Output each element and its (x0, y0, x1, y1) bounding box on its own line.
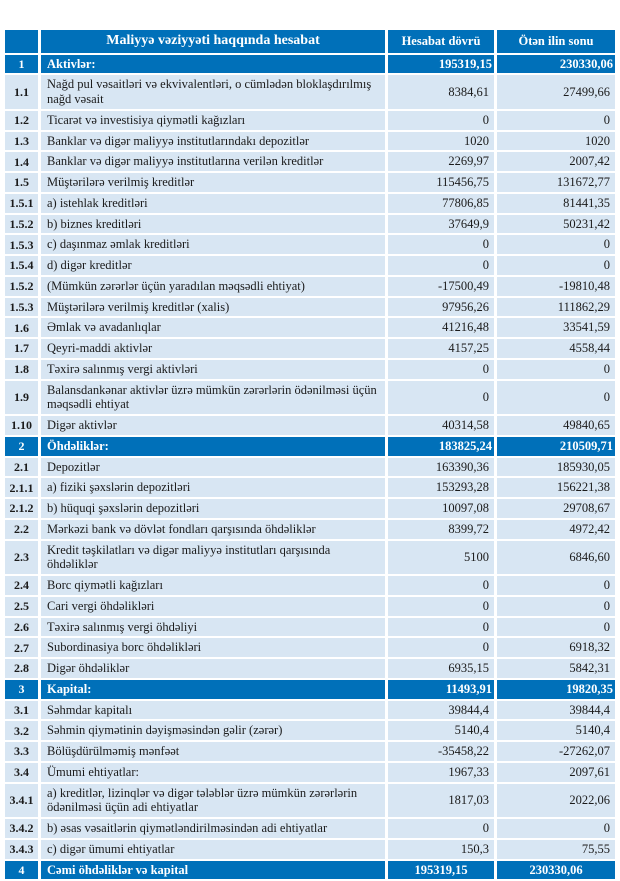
row-label: b) biznes kreditləri (41, 215, 385, 234)
value-previous-year-end: 0 (497, 256, 615, 275)
table-row (5, 784, 615, 818)
table-title: Maliyyə vəziyyəti haqqında hesabat (41, 30, 385, 53)
row-number: 1.4 (5, 152, 38, 171)
row-number: 1.5.4 (5, 256, 38, 275)
row-label: Kredit təşkilatları və digər maliyyə institutları qarşısında öhdəliklər (41, 541, 385, 575)
value-current-period: 41216,48 (388, 318, 494, 337)
value-previous-year-end: 0 (497, 381, 615, 415)
corner-cell (5, 30, 38, 53)
value-previous-year-end: 33541,59 (497, 318, 615, 337)
value-previous-year-end: 210509,71 (497, 437, 615, 456)
row-number: 1.6 (5, 318, 38, 337)
row-number: 1 (5, 55, 38, 74)
table-row (5, 659, 615, 678)
value-current-period: 5140,4 (388, 721, 494, 740)
table-row (5, 132, 615, 151)
section-row (5, 55, 615, 74)
value-current-period: 40314,58 (388, 416, 494, 435)
table-row (5, 318, 615, 337)
row-label: Subordinasiya borc öhdəlikləri (41, 638, 385, 657)
row-number: 2.7 (5, 638, 38, 657)
value-current-period: 1967,33 (388, 763, 494, 782)
row-label: Təxirə salınmış vergi aktivləri (41, 360, 385, 379)
value-current-period: 150,3 (388, 840, 494, 859)
value-previous-year-end: -27262,07 (497, 742, 615, 761)
table-header-row (5, 30, 615, 53)
row-label: Qeyri-maddi aktivlər (41, 339, 385, 358)
row-number: 2.5 (5, 597, 38, 616)
value-previous-year-end: 0 (497, 819, 615, 838)
value-previous-year-end: 0 (497, 618, 615, 637)
value-current-period: 0 (388, 638, 494, 657)
value-current-period: 0 (388, 819, 494, 838)
row-label: b) hüquqi şəxslərin depozitləri (41, 499, 385, 518)
value-current-period: 2269,97 (388, 152, 494, 171)
table-row (5, 194, 615, 213)
row-label: Digər aktivlər (41, 416, 385, 435)
financial-position-table (2, 28, 618, 881)
row-number: 1.3 (5, 132, 38, 151)
value-current-period: 153293,28 (388, 478, 494, 497)
section-row (5, 680, 615, 699)
value-current-period: 97956,26 (388, 298, 494, 317)
value-current-period: 195319,15 (388, 861, 494, 880)
row-label: c) digər ümumi ehtiyatlar (41, 840, 385, 859)
row-label: Kapital: (41, 680, 385, 699)
row-number: 1.5.3 (5, 235, 38, 254)
row-number: 1.5.1 (5, 194, 38, 213)
row-label: Əmlak və avadanlıqlar (41, 318, 385, 337)
value-previous-year-end: 2097,61 (497, 763, 615, 782)
value-previous-year-end: 185930,05 (497, 458, 615, 477)
value-previous-year-end: 6918,32 (497, 638, 615, 657)
row-number: 2.1 (5, 458, 38, 477)
table-row (5, 499, 615, 518)
value-previous-year-end: 6846,60 (497, 541, 615, 575)
value-previous-year-end: 0 (497, 360, 615, 379)
value-previous-year-end: 230330,06 (497, 861, 615, 880)
row-number: 1.8 (5, 360, 38, 379)
value-previous-year-end: 156221,38 (497, 478, 615, 497)
row-number: 1.10 (5, 416, 38, 435)
value-current-period: 8399,72 (388, 520, 494, 539)
value-current-period: 0 (388, 576, 494, 595)
value-previous-year-end: 50231,42 (497, 215, 615, 234)
row-number: 3.4.2 (5, 819, 38, 838)
table-row (5, 173, 615, 192)
row-label: Bölüşdürülməmiş mənfəət (41, 742, 385, 761)
value-previous-year-end: 5140,4 (497, 721, 615, 740)
value-previous-year-end: 0 (497, 576, 615, 595)
table-row (5, 541, 615, 575)
table-row (5, 597, 615, 616)
value-current-period: 195319,15 (388, 55, 494, 74)
table-row (5, 215, 615, 234)
value-current-period: 0 (388, 256, 494, 275)
value-current-period: 0 (388, 381, 494, 415)
row-label: Cari vergi öhdəlikləri (41, 597, 385, 616)
row-number: 3 (5, 680, 38, 699)
value-current-period: -17500,49 (388, 277, 494, 296)
value-current-period: 10097,08 (388, 499, 494, 518)
row-label: Səhmdar kapitalı (41, 701, 385, 720)
row-label: a) fiziki şəxslərin depozitləri (41, 478, 385, 497)
table-row (5, 721, 615, 740)
table-row (5, 416, 615, 435)
row-label: (Mümkün zərərlər üçün yaradılan məqsədli ehtiyat) (41, 277, 385, 296)
value-current-period: 5100 (388, 541, 494, 575)
row-number: 2.4 (5, 576, 38, 595)
row-number: 1.1 (5, 75, 38, 109)
row-label: b) əsas vəsaitlərin qiymətləndirilməsindən adi ehtiyatlar (41, 819, 385, 838)
row-number: 3.4.3 (5, 840, 38, 859)
table-row (5, 152, 615, 171)
row-number: 2.1.1 (5, 478, 38, 497)
table-row (5, 458, 615, 477)
row-label: Borc qiymətli kağızları (41, 576, 385, 595)
row-number: 2.8 (5, 659, 38, 678)
row-label: Ümumi ehtiyatlar: (41, 763, 385, 782)
table-row (5, 478, 615, 497)
row-number: 1.5 (5, 173, 38, 192)
row-label: Digər öhdəliklər (41, 659, 385, 678)
value-previous-year-end: 0 (497, 235, 615, 254)
row-number: 1.5.2 (5, 215, 38, 234)
row-label: Müştərilərə verilmiş kreditlər (xalis) (41, 298, 385, 317)
row-number: 2.2 (5, 520, 38, 539)
value-previous-year-end: -19810,48 (497, 277, 615, 296)
row-label: Banklar və digər maliyyə institutlarındakı depozitlər (41, 132, 385, 151)
value-current-period: 4157,25 (388, 339, 494, 358)
row-label: Ticarət və investisiya qiymətli kağızları (41, 111, 385, 130)
row-number: 1.9 (5, 381, 38, 415)
table-row (5, 235, 615, 254)
value-previous-year-end: 131672,77 (497, 173, 615, 192)
row-label: Mərkəzi bank və dövlət fondları qarşısında öhdəliklər (41, 520, 385, 539)
column-header-current-period: Hesabat dövrü (388, 30, 494, 53)
row-number: 2.3 (5, 541, 38, 575)
total-row (5, 861, 615, 880)
row-number: 3.1 (5, 701, 38, 720)
table-row (5, 75, 615, 109)
table-row (5, 111, 615, 130)
value-previous-year-end: 2022,06 (497, 784, 615, 818)
table-row (5, 638, 615, 657)
value-previous-year-end: 27499,66 (497, 75, 615, 109)
table-row (5, 742, 615, 761)
table-row (5, 763, 615, 782)
row-number: 3.3 (5, 742, 38, 761)
value-current-period: 183825,24 (388, 437, 494, 456)
table-row (5, 576, 615, 595)
row-number: 4 (5, 861, 38, 880)
value-current-period: -35458,22 (388, 742, 494, 761)
row-number: 1.7 (5, 339, 38, 358)
value-current-period: 115456,75 (388, 173, 494, 192)
value-previous-year-end: 0 (497, 111, 615, 130)
value-previous-year-end: 75,55 (497, 840, 615, 859)
row-number: 1.5.3 (5, 298, 38, 317)
row-label: Depozitlər (41, 458, 385, 477)
row-number: 2.1.2 (5, 499, 38, 518)
row-number: 2.6 (5, 618, 38, 637)
table-row (5, 840, 615, 859)
row-label: Nağd pul vəsaitləri və ekvivalentləri, o cümlədən bloklaşdırılmış nağd vəsait (41, 75, 385, 109)
value-current-period: 0 (388, 597, 494, 616)
table-row (5, 298, 615, 317)
table-row (5, 520, 615, 539)
table-row (5, 360, 615, 379)
table-row (5, 819, 615, 838)
table-row (5, 339, 615, 358)
section-row (5, 437, 615, 456)
table-row (5, 277, 615, 296)
value-previous-year-end: 39844,4 (497, 701, 615, 720)
row-label: a) istehlak kreditləri (41, 194, 385, 213)
row-label: Səhmin qiymətinin dəyişməsindən gəlir (zərər) (41, 721, 385, 740)
column-header-previous-year-end: Ötən ilin sonu (497, 30, 615, 53)
value-current-period: 6935,15 (388, 659, 494, 678)
value-current-period: 0 (388, 235, 494, 254)
table-row (5, 381, 615, 415)
value-current-period: 1020 (388, 132, 494, 151)
row-number: 3.4 (5, 763, 38, 782)
row-number: 2 (5, 437, 38, 456)
row-label: Müştərilərə verilmiş kreditlər (41, 173, 385, 192)
value-previous-year-end: 0 (497, 597, 615, 616)
row-label: Təxirə salınmış vergi öhdəliyi (41, 618, 385, 637)
value-previous-year-end: 29708,67 (497, 499, 615, 518)
table-body (5, 55, 615, 880)
row-number: 3.2 (5, 721, 38, 740)
row-label: c) daşınmaz əmlak kreditləri (41, 235, 385, 254)
row-number: 3.4.1 (5, 784, 38, 818)
value-previous-year-end: 2007,42 (497, 152, 615, 171)
value-previous-year-end: 5842,31 (497, 659, 615, 678)
row-label: Aktivlər: (41, 55, 385, 74)
table-row (5, 618, 615, 637)
value-previous-year-end: 49840,65 (497, 416, 615, 435)
value-current-period: 163390,36 (388, 458, 494, 477)
value-previous-year-end: 230330,06 (497, 55, 615, 74)
table-row (5, 256, 615, 275)
row-label: Öhdəliklər: (41, 437, 385, 456)
value-previous-year-end: 19820,35 (497, 680, 615, 699)
value-current-period: 1817,03 (388, 784, 494, 818)
value-previous-year-end: 111862,29 (497, 298, 615, 317)
row-label: Banklar və digər maliyyə institutlarına verilən kreditlər (41, 152, 385, 171)
row-label: Balansdankənar aktivlər üzrə mümkün zərərlərin ödənilməsi üçün məqsədli ehtiyat (41, 381, 385, 415)
value-current-period: 0 (388, 618, 494, 637)
row-label: d) digər kreditlər (41, 256, 385, 275)
table-row (5, 701, 615, 720)
value-current-period: 0 (388, 111, 494, 130)
row-label: a) kreditlər, lizinqlər və digər tələblər üzrə mümkün zərərlərin ödənilməsi üçün adi ehtiyatlar (41, 784, 385, 818)
row-label: Cəmi öhdəliklər və kapital (41, 861, 385, 880)
value-current-period: 77806,85 (388, 194, 494, 213)
value-current-period: 11493,91 (388, 680, 494, 699)
value-previous-year-end: 4972,42 (497, 520, 615, 539)
row-number: 1.2 (5, 111, 38, 130)
value-current-period: 0 (388, 360, 494, 379)
value-current-period: 39844,4 (388, 701, 494, 720)
value-previous-year-end: 4558,44 (497, 339, 615, 358)
value-current-period: 37649,9 (388, 215, 494, 234)
value-current-period: 8384,61 (388, 75, 494, 109)
row-number: 1.5.2 (5, 277, 38, 296)
value-previous-year-end: 81441,35 (497, 194, 615, 213)
value-previous-year-end: 1020 (497, 132, 615, 151)
